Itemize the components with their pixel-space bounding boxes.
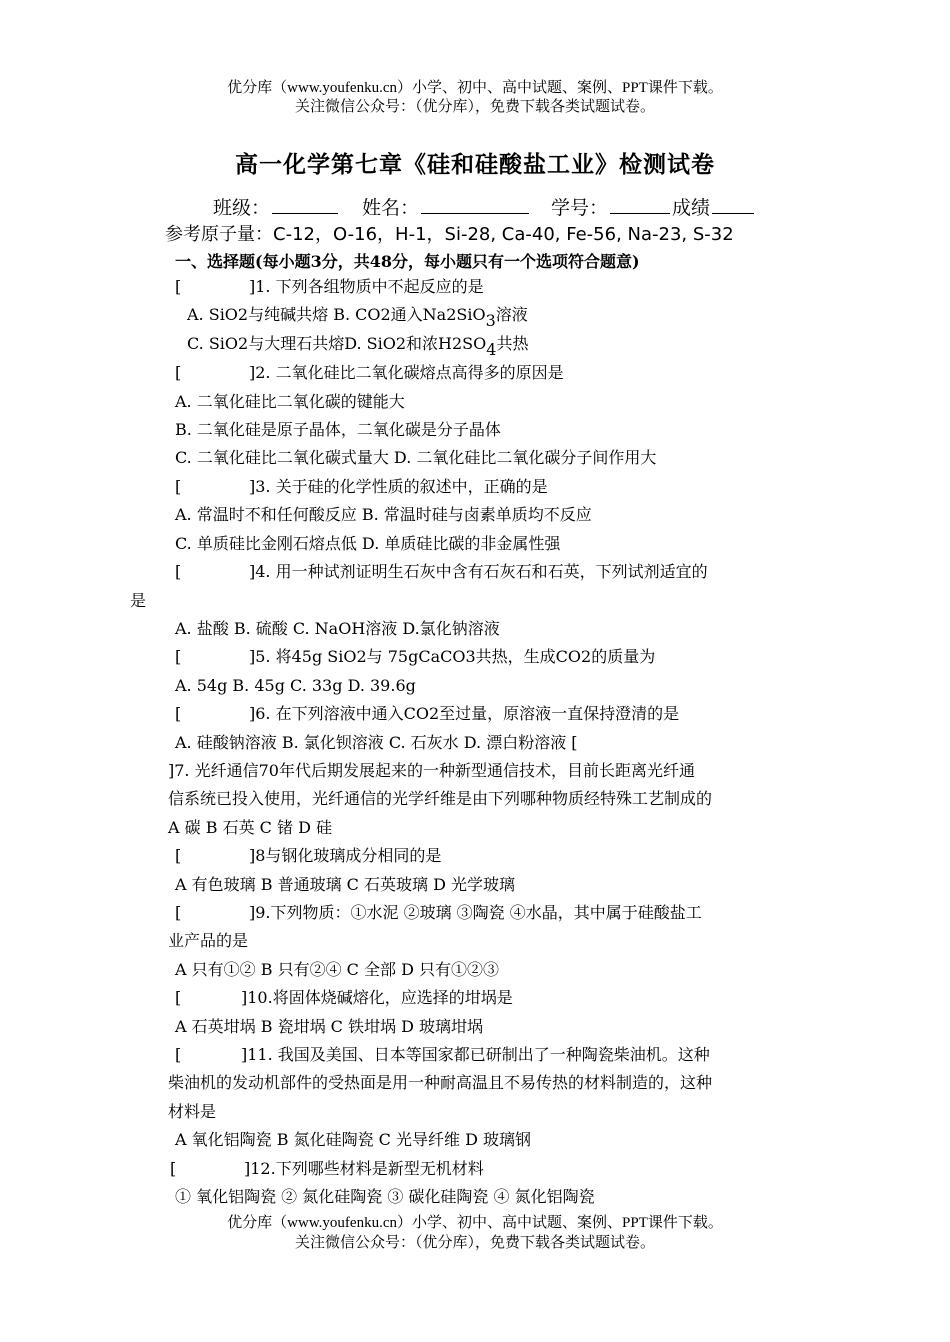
question-8-options: A 有色玻璃 B 普通玻璃 C 石英玻璃 D 光学玻璃: [175, 875, 515, 894]
question-stem: ]2. 二氧化硅比二氧化碳熔点高得多的原因是: [249, 363, 564, 382]
question-3-options-ab: A. 常温时不和任何酸反应 B. 常温时硅与卤素单质均不反应: [175, 505, 592, 524]
section-title: 一、选择题(每小题3分，共48分，每小题只有一个选项符合题意): [175, 252, 640, 271]
atomic-masses: 参考原子量：C-12，O-16，H-1，Si-28, Ca-40, Fe-56, Na-23, S-32: [165, 224, 734, 245]
question-7-options: A 碳 B 石英 C 锗 D 硅: [168, 818, 332, 837]
question-stem: ]5. 将45g SiO2与 75gCaCO3共热，生成CO2的质量为: [249, 647, 656, 666]
question-stem: ]1. 下列各组物质中不起反应的是: [249, 277, 484, 296]
answer-bracket[interactable]: [: [175, 277, 182, 296]
question-stem: ]9.下列物质：①水泥 ②玻璃 ③陶瓷 ④水晶，其中属于硅酸盐工: [249, 903, 702, 922]
name-blank[interactable]: [421, 197, 529, 214]
question-stem: ]3. 关于硅的化学性质的叙述中，正确的是: [249, 477, 548, 496]
subscript: 3: [485, 311, 496, 330]
question-11-line-3: 材料是: [168, 1102, 217, 1121]
footer-line-2: 关注微信公众号：（优分库），免费下载各类试题试卷。: [294, 1235, 655, 1251]
question-4: [175, 561, 708, 583]
answer-bracket[interactable]: [: [175, 988, 182, 1007]
subscript: 4: [486, 340, 497, 359]
score-label: 成绩: [672, 197, 711, 219]
option-text: A. SiO2与纯碱共熔 B. CO2通入Na2SiO: [187, 305, 486, 324]
score-blank[interactable]: [712, 197, 754, 214]
question-stem: ]12.下列哪些材料是新型无机材料: [244, 1159, 484, 1178]
question-1-options-ab: [187, 304, 528, 332]
question-3-options-cd: C. 单质硅比金刚石熔点低 D. 单质硅比碳的非金属性强: [175, 534, 561, 553]
question-stem: ]10.将固体烧碱熔化，应选择的坩埚是: [241, 988, 513, 1007]
question-1-options-cd: [187, 333, 528, 361]
number-blank[interactable]: [610, 197, 670, 214]
question-2-option-a: A. 二氧化硅比二氧化碳的键能大: [175, 392, 405, 411]
question-10-options: A 石英坩埚 B 瓷坩埚 C 铁坩埚 D 玻璃坩埚: [175, 1017, 483, 1036]
question-4-options: A. 盐酸 B. 硫酸 C. NaOH溶液 D.氯化钠溶液: [175, 619, 500, 638]
exam-title: 高一化学第七章《硅和硅酸盐工业》检测试卷: [235, 152, 715, 178]
question-2: [175, 362, 564, 384]
answer-bracket[interactable]: [: [175, 477, 182, 496]
footer-line-1: 优分库（www.youfenku.cn）小学、初中、高中试题、案例、PPT课件下载。: [227, 1215, 723, 1231]
question-6-options: A. 硅酸钠溶液 B. 氯化钡溶液 C. 石灰水 D. 漂白粉溶液 [: [175, 733, 578, 752]
question-11-line-2: 柴油机的发动机部件的受热面是用一种耐高温且不易传热的材料制造的，这种: [168, 1073, 713, 1092]
header-line-1: 优分库（www.youfenku.cn）小学、初中、高中试题、案例、PPT课件下载。: [227, 80, 723, 96]
student-info-row: [213, 193, 756, 220]
class-label: 班级：: [213, 197, 271, 219]
header-line-2: 关注微信公众号：（优分库），免费下载各类试题试卷。: [294, 99, 655, 115]
answer-bracket[interactable]: [: [170, 1159, 177, 1178]
question-4-stem-cont: 是: [130, 591, 147, 610]
number-label: 学号：: [551, 197, 609, 219]
question-12: [170, 1158, 484, 1180]
question-12-options: ① 氧化铝陶瓷 ② 氮化硅陶瓷 ③ 碳化硅陶瓷 ④ 氮化铝陶瓷: [175, 1187, 595, 1206]
name-label: 姓名：: [362, 197, 420, 219]
question-1: [175, 276, 484, 298]
answer-bracket[interactable]: [: [175, 647, 182, 666]
question-5-options: A. 54g B. 45g C. 33g D. 39.6g: [175, 676, 416, 695]
question-10: [175, 987, 513, 1009]
question-stem: ]8与钢化玻璃成分相同的是: [249, 846, 442, 865]
question-11-options: A 氧化铝陶瓷 B 氮化硅陶瓷 C 光导纤维 D 玻璃钢: [175, 1130, 531, 1149]
question-9-options: A 只有①② B 只有②④ C 全部 D 只有①②③: [175, 960, 499, 979]
answer-bracket[interactable]: [: [175, 704, 182, 723]
question-2-option-b: B. 二氧化硅是原子晶体，二氧化碳是分子晶体: [175, 420, 501, 439]
question-7-cont: 信系统已投入使用，光纤通信的光学纤维是由下列哪种物质经特殊工艺制成的: [168, 789, 713, 808]
question-stem: ]4. 用一种试剂证明生石灰中含有石灰石和石英，下列试剂适宜的: [249, 562, 708, 581]
answer-bracket[interactable]: [: [175, 903, 182, 922]
question-9: [175, 902, 702, 924]
question-7: ]7. 光纤通信70年代后期发展起来的一种新型通信技术，目前长距离光纤通: [168, 761, 695, 780]
option-text: C. SiO2与大理石共熔D. SiO2和浓H2SO: [187, 334, 487, 353]
question-9-stem-cont: 业产品的是: [168, 931, 249, 950]
question-stem: ]11. 我国及美国、日本等国家都已研制出了一种陶瓷柴油机。这种: [241, 1045, 710, 1064]
answer-bracket[interactable]: [: [175, 846, 182, 865]
question-2-options-cd: C. 二氧化硅比二氧化碳式量大 D. 二氧化硅比二氧化碳分子间作用大: [175, 448, 657, 467]
answer-bracket[interactable]: [: [175, 1045, 182, 1064]
question-stem: ]6. 在下列溶液中通入CO2至过量，原溶液一直保持澄清的是: [249, 704, 680, 723]
question-11: [175, 1044, 710, 1066]
answer-bracket[interactable]: [: [175, 363, 182, 382]
option-text: 共热: [496, 334, 529, 353]
answer-bracket[interactable]: [: [175, 562, 182, 581]
question-8: [175, 845, 441, 867]
class-blank[interactable]: [272, 197, 338, 214]
question-3: [175, 476, 548, 498]
option-text: 溶液: [495, 305, 528, 324]
question-6: [175, 703, 679, 725]
question-5: [175, 646, 655, 668]
